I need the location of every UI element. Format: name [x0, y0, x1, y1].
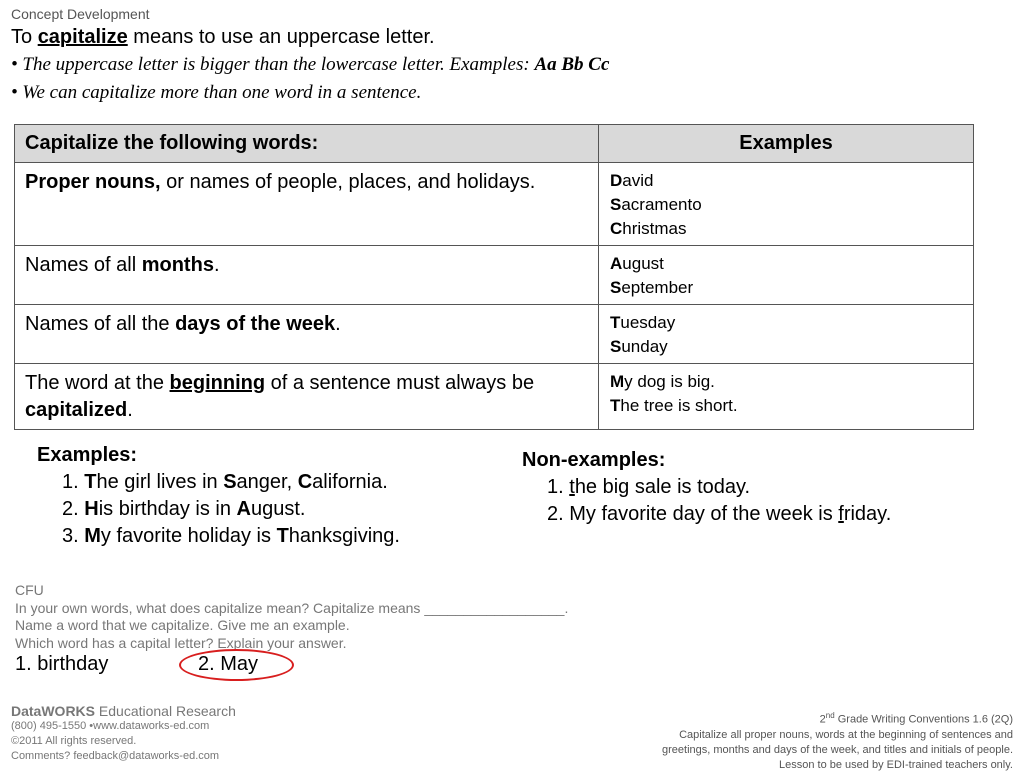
item-number: 2.: [62, 498, 85, 520]
bullet-1-text: The uppercase letter is bigger than the lowercase letter. Examples:: [22, 54, 535, 75]
word-rest: uesday: [620, 313, 676, 332]
bullet-2-marker: •: [11, 82, 23, 103]
item-text: alifornia.: [312, 471, 388, 493]
capital-letter: T: [84, 471, 97, 493]
rule-cell: [15, 305, 599, 364]
definition-before: To: [11, 26, 38, 48]
non-examples-title: Non-examples:: [522, 449, 666, 471]
example-word: [610, 335, 963, 359]
capital-letter: S: [610, 195, 622, 214]
word-rest: hristmas: [622, 219, 687, 238]
example-item: [37, 496, 400, 523]
lesson-note: Lesson to be used by EDI-trained teachers only.: [779, 758, 1013, 771]
item-text: My favorite day of the week is: [569, 503, 839, 525]
table-row: [15, 364, 974, 430]
capital-letter: M: [610, 372, 625, 391]
footer-feedback: Comments? feedback@dataworks-ed.com: [11, 750, 220, 762]
rule-cell: [15, 163, 599, 246]
non-example-item: [522, 501, 891, 528]
capital-letter: S: [610, 278, 622, 297]
capital-letter: S: [223, 471, 237, 493]
item-number: 1.: [547, 476, 570, 498]
brand-subtitle: Educational Research: [95, 703, 236, 719]
lesson-objective: greetings, months and days of the week, and titles and initials of people.: [662, 743, 1013, 756]
footer-contact: (800) 495-1550 •www.dataworks-ed.com: [11, 720, 210, 732]
footer-copyright: ©2011 All rights reserved.: [11, 735, 137, 747]
cfu-answers: [15, 653, 259, 676]
item-number: 3.: [62, 525, 85, 547]
capital-letter: H: [84, 498, 99, 520]
table-row: [15, 163, 974, 246]
answer-option-2: 2. May: [198, 653, 259, 675]
word-rest: unday: [621, 337, 668, 356]
grade-number: 2: [819, 713, 826, 726]
lesson-name: Grade Writing Conventions 1.6 (2Q): [834, 713, 1013, 726]
examples-section: [37, 442, 400, 550]
footer-right: [662, 708, 1013, 773]
bullet-1-marker: •: [11, 54, 23, 75]
lesson-objective: Capitalize all proper nouns, words at the beginning of sentences and: [679, 728, 1013, 741]
rule-bold: capitalized: [25, 399, 128, 421]
rule-bold: Proper nouns,: [25, 171, 161, 193]
item-number: 2.: [547, 503, 570, 525]
examples-cell: [599, 246, 974, 305]
definition-term: capitalize: [37, 26, 128, 48]
item-number: 1.: [62, 471, 85, 493]
capitalization-rules-table: [14, 124, 974, 430]
non-examples-section: [522, 447, 891, 528]
rule-bold: days of the week: [175, 313, 336, 335]
examples-cell: [599, 364, 974, 430]
capital-letter: T: [610, 313, 621, 332]
word-rest: acramento: [621, 195, 702, 214]
rule-cell: [15, 364, 599, 430]
item-text: is birthday is in: [98, 498, 237, 520]
header-rules: Capitalize the following words:: [15, 125, 599, 163]
non-example-item: [522, 474, 891, 501]
grade-suffix: nd: [825, 711, 835, 720]
capital-letter: T: [276, 525, 289, 547]
rule-text: of a sentence must always be: [265, 372, 535, 394]
examples-cell: [599, 163, 974, 246]
bullet-1-examples: Aa Bb Cc: [534, 54, 610, 75]
brand: [11, 704, 236, 719]
concept-label: Concept Development: [11, 6, 150, 22]
definition-after: means to use an uppercase letter.: [127, 26, 435, 48]
item-text: riday.: [843, 503, 892, 525]
examples-title: Examples:: [37, 444, 138, 466]
header-examples: Examples: [599, 125, 974, 163]
examples-cell: [599, 305, 974, 364]
capital-letter: C: [297, 471, 313, 493]
answer-circle: [179, 649, 294, 681]
cfu-title: CFU: [15, 582, 44, 598]
word-rest: ugust: [622, 254, 664, 273]
word-rest: eptember: [621, 278, 694, 297]
item-text: ugust.: [251, 498, 306, 520]
capital-letter: M: [84, 525, 101, 547]
item-text: y favorite holiday is: [100, 525, 277, 547]
example-word: [610, 252, 963, 276]
cfu-question: Name a word that we capitalize. Give me an example.: [15, 617, 350, 633]
rule-bold-underline: beginning: [169, 372, 266, 394]
cfu-section: [15, 582, 568, 652]
sentence-rest: he tree is short.: [620, 396, 738, 415]
bullet-2: [11, 82, 421, 104]
example-sentence: [610, 370, 963, 394]
example-sentence: [610, 394, 963, 418]
rule-text: .: [127, 399, 133, 421]
example-word: [610, 311, 963, 335]
capital-letter: T: [610, 396, 621, 415]
item-text: he big sale is today.: [574, 476, 751, 498]
brand-name: DataWORKS: [11, 703, 96, 719]
example-word: [610, 276, 963, 300]
capital-letter: A: [610, 254, 623, 273]
capital-letter: S: [610, 337, 622, 356]
table-row: [15, 246, 974, 305]
rule-text: .: [335, 313, 341, 335]
examples-list: [37, 469, 400, 550]
rule-text: The word at the: [25, 372, 170, 394]
table-row: [15, 305, 974, 364]
rule-text: .: [213, 254, 220, 276]
underlined-letter: f: [838, 503, 844, 525]
bullet-2-text: We can capitalize more than one word in a sentence.: [22, 82, 422, 103]
example-item: [37, 469, 400, 496]
sentence-rest: y dog is big.: [624, 372, 715, 391]
lesson-title: [662, 708, 1013, 728]
cfu-question: Which word has a capital letter? Explain your answer.: [15, 634, 347, 651]
bullet-1: [11, 54, 609, 76]
example-word: [610, 169, 963, 193]
rule-text: Names of all the: [25, 313, 176, 335]
word-rest: avid: [622, 171, 654, 190]
example-item: [37, 523, 400, 550]
example-word: [610, 217, 963, 241]
item-text: anger,: [236, 471, 298, 493]
capital-letter: D: [610, 171, 623, 190]
rule-text: or names of people, places, and holidays.: [160, 171, 536, 193]
cfu-question: In your own words, what does capitalize mean? Capitalize means __________________.: [15, 599, 569, 616]
item-text: hanksgiving.: [288, 525, 400, 547]
table-header-row: [15, 125, 974, 163]
rule-cell: [15, 246, 599, 305]
rule-text: Names of all: [25, 254, 142, 276]
capital-letter: C: [610, 219, 623, 238]
definition: [11, 26, 435, 49]
underlined-letter: t: [569, 476, 575, 498]
example-word: [610, 193, 963, 217]
item-text: he girl lives in: [96, 471, 224, 493]
rule-bold: months: [141, 254, 214, 276]
answer-option-1: 1. birthday: [15, 653, 109, 675]
footer-left: [11, 704, 236, 764]
capital-letter: A: [236, 498, 251, 520]
